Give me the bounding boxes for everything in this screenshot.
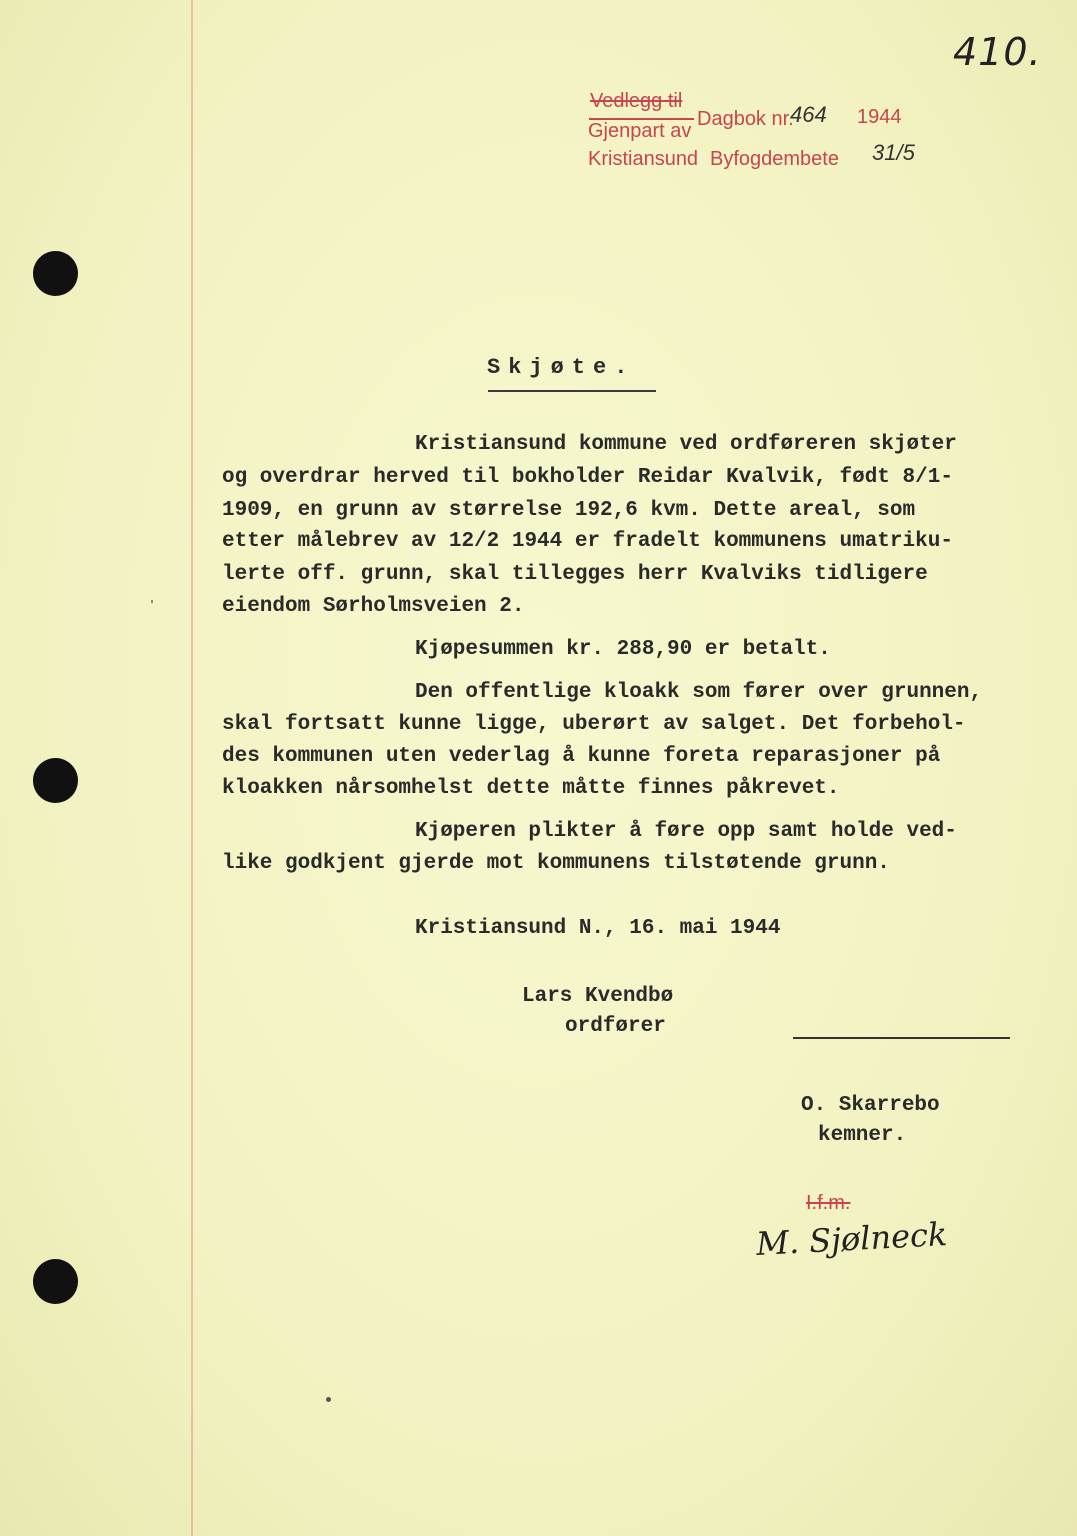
stamp-gjenpart: Gjenpart av (588, 120, 692, 142)
body-line: eiendom Sørholmsveien 2. (222, 595, 525, 618)
page-number: 410. (953, 30, 1042, 74)
margin-line (191, 0, 193, 1536)
signer1-title: ordfører (565, 1015, 666, 1038)
punch-hole (33, 758, 78, 803)
body-line: etter målebrev av 12/2 1944 er fradelt kommunens umatriku- (222, 530, 953, 553)
paper-speck (326, 1397, 331, 1402)
body-line: og overdrar herved til bokholder Reidar Kvalvik, født 8/1- (222, 466, 953, 489)
stamp-vedlegg: Vedlegg til (590, 90, 683, 112)
stamp-office-name: Byfogdembete (710, 148, 839, 170)
stamp-office-city: Kristiansund (588, 148, 699, 170)
body-line: 1909, en grunn av størrelse 192,6 kvm. Dette areal, som (222, 499, 916, 522)
body-line: Den offentlige kloakk som fører over grunnen, (415, 681, 983, 704)
title-underline (488, 390, 656, 392)
stamp-dagbok-number: 464 (790, 102, 827, 127)
paper-mark (151, 600, 153, 603)
body-line: lerte off. grunn, skal tillegges herr Kvalviks tidligere (222, 563, 928, 586)
signer2-title: kemner. (818, 1124, 907, 1147)
handwritten-signature: M. Sjølneck (755, 1215, 949, 1263)
punch-hole (33, 251, 78, 296)
place-date: Kristiansund N., 16. mai 1944 (415, 917, 781, 940)
body-line: skal fortsatt kunne ligge, uberørt av salget. Det forbehol- (222, 713, 966, 736)
document-title: Skjøte. (487, 355, 636, 380)
ifm-stamp: I.f.m. (806, 1192, 851, 1214)
signature-line (793, 1037, 1010, 1039)
signer2-name: O. Skarrebo (801, 1094, 940, 1117)
body-line: like godkjent gjerde mot kommunens tilstøtende grunn. (222, 852, 890, 875)
body-line: kloakken nårsomhelst dette måtte finnes påkrevet. (222, 777, 840, 800)
stamp-date: 31/5 (872, 140, 915, 165)
body-line: Kristiansund kommune ved ordføreren skjøter (415, 433, 957, 456)
body-line: Kjøpesummen kr. 288,90 er betalt. (415, 638, 831, 661)
body-line: Kjøperen plikter å føre opp samt holde ved- (415, 820, 957, 843)
signer1-name: Lars Kvendbø (522, 985, 674, 1008)
punch-hole (33, 1259, 78, 1304)
body-line: des kommunen uten vederlag å kunne foreta reparasjoner på (222, 745, 941, 768)
stamp-dagbok-label: Dagbok nr. (697, 108, 794, 130)
stamp-year: 1944 (857, 106, 902, 128)
